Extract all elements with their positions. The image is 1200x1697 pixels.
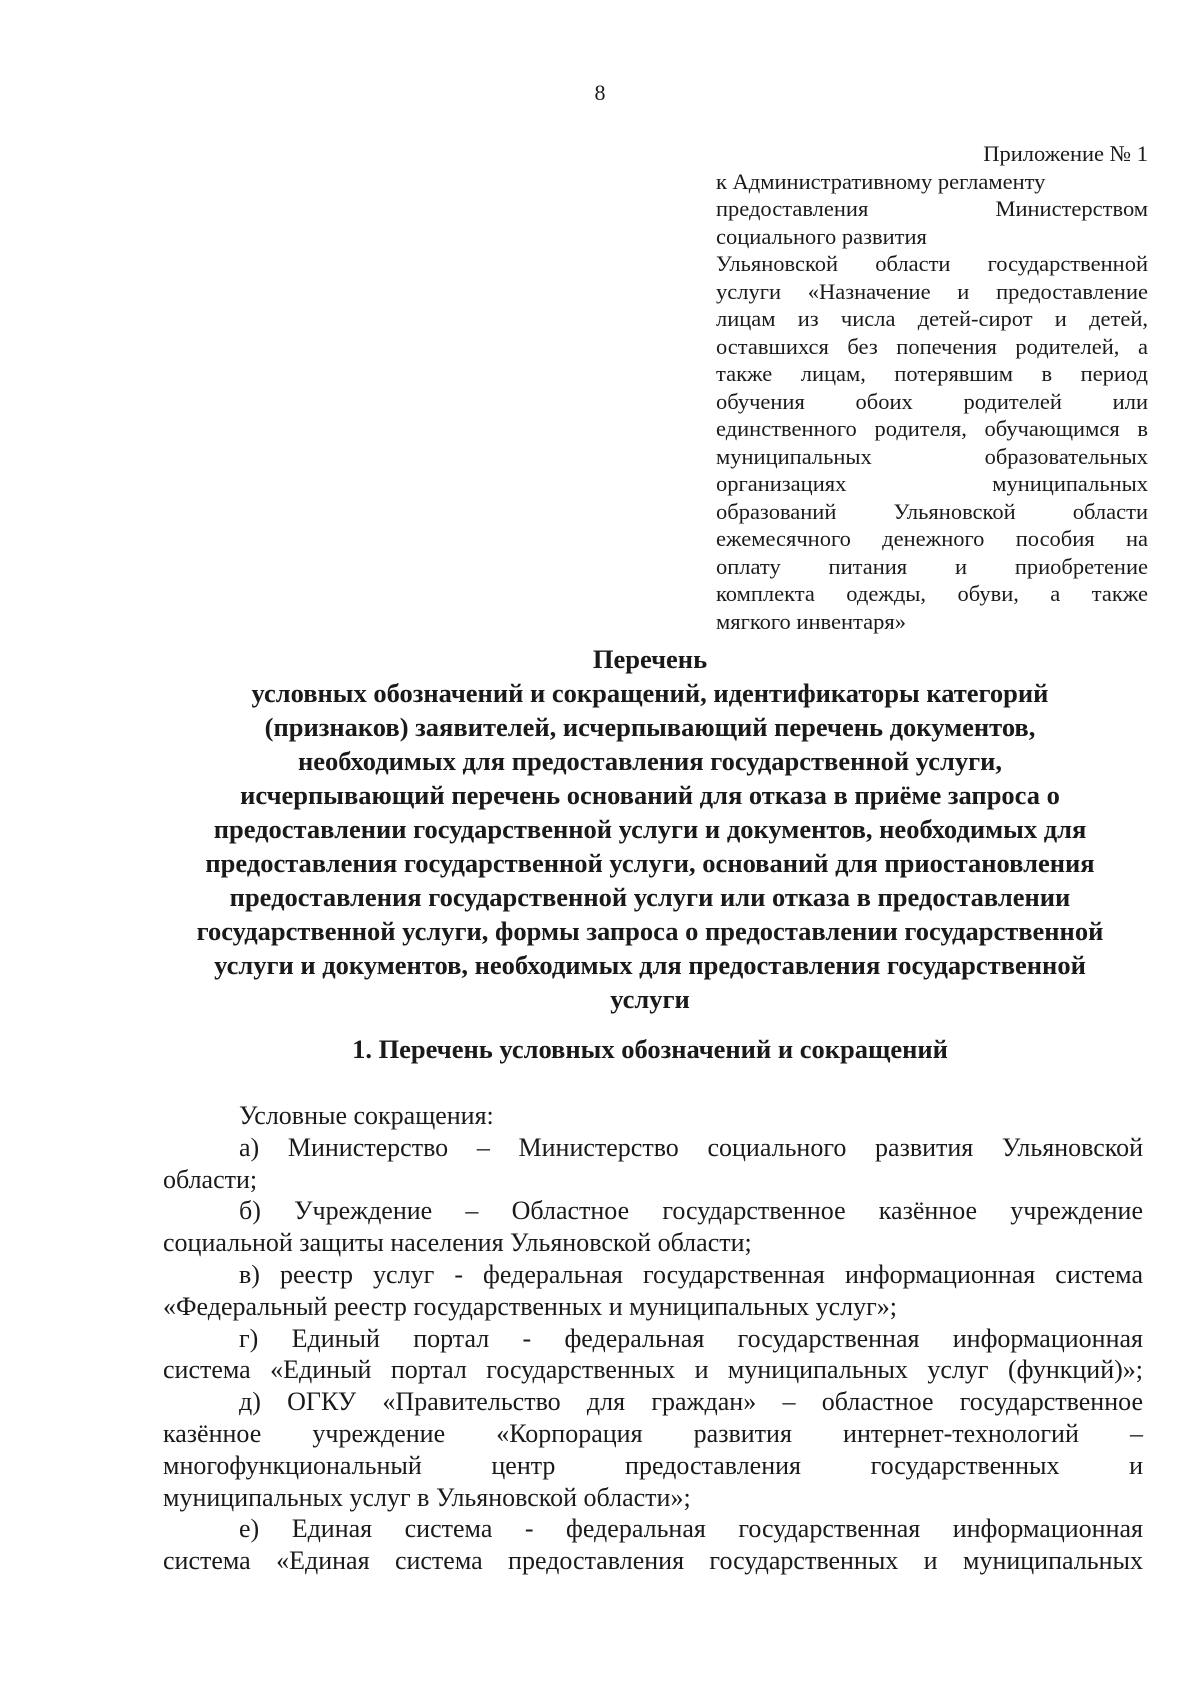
body-line: социальной защиты населения Ульяновской области; [163, 1228, 752, 1258]
document-title-line: услуги и документов, необходимых для предоставления государственной [214, 950, 1086, 980]
body-line: а) Министерство – Министерство социального развития Ульяновской [239, 1132, 1143, 1162]
document-title-line: необходимых для предоставления государственной услуги, [297, 746, 1003, 776]
document-title-line: услуги [610, 984, 690, 1014]
appendix-line: ежемесячного денежного пособия на [716, 526, 1148, 551]
appendix-line: лицам из числа детей-сирот и детей, [716, 306, 1148, 331]
appendix-line: Ульяновской области государственной [716, 251, 1148, 276]
document-title-line: предоставления государственной услуги, оснований для приостановления [205, 848, 1095, 878]
body-line: муниципальных услуг в Ульяновской области»; [163, 1482, 691, 1512]
document-title-line: исчерпывающий перечень оснований для отказа в приёме запроса о [240, 780, 1060, 810]
section-body [163, 1100, 1143, 1577]
document-title-line: государственной услуги, формы запроса о предоставлении государственной [196, 916, 1104, 946]
document-title-line: Перечень [592, 644, 708, 674]
appendix-line: комплекта одежды, обуви, а также [716, 581, 1148, 606]
appendix-line: социального развития [716, 223, 927, 249]
body-line: г) Единый портал - федеральная государственная информационная [239, 1323, 1143, 1353]
appendix-line: услуги «Назначение и предоставление [716, 278, 1148, 304]
body-line: е) Единая система - федеральная государственная информационная [239, 1514, 1143, 1544]
body-line: Условные сокращения: [239, 1101, 494, 1130]
document-title [150, 642, 1150, 1016]
page-number: 8 [594, 80, 606, 105]
body-line: многофункциональный центр предоставления государственных и [163, 1450, 1143, 1480]
body-line: система «Единая система предоставления государственных и муниципальных [163, 1546, 1143, 1576]
appendix-line: предоставления Министерством [716, 196, 1148, 221]
document-title-line: условных обозначений и сокращений, идентификаторы категорий [251, 678, 1049, 708]
body-line: «Федеральный реестр государственных и муниципальных услуг»; [163, 1291, 898, 1321]
appendix-line: к Административному регламенту [716, 168, 1046, 194]
body-line: д) ОГКУ «Правительство для граждан» – областное государственное [239, 1387, 1143, 1417]
body-line: казённое учреждение «Корпорация развития интернет-технологий – [163, 1418, 1143, 1448]
appendix-block [716, 140, 1148, 635]
appendix-line: образований Ульяновской области [716, 498, 1148, 524]
body-line: б) Учреждение – Областное государственное казённое учреждение [239, 1196, 1143, 1226]
appendix-line: мягкого инвентаря» [716, 608, 906, 634]
document-title-line: (признаков) заявителей, исчерпывающий перечень документов, [264, 712, 1036, 742]
appendix-line: единственного родителя, обучающимся в [716, 416, 1148, 441]
body-line: в) реестр услуг - федеральная государственная информационная система [239, 1259, 1143, 1289]
appendix-title: Приложение № 1 [983, 141, 1148, 166]
appendix-line: обучения обоих родителей или [716, 388, 1148, 414]
appendix-line: оплату питания и приобретение [716, 553, 1148, 579]
body-line: области; [163, 1164, 258, 1194]
section-heading: 1. Перечень условных обозначений и сокращений [352, 1034, 948, 1064]
appendix-line: оставшихся без попечения родителей, а [716, 333, 1148, 359]
appendix-line: муниципальных образовательных [716, 443, 1148, 469]
body-line: система «Единый портал государственных и муниципальных услуг (функций)»; [163, 1355, 1143, 1385]
document-title-line: предоставлении государственной услуги и документов, необходимых для [213, 814, 1087, 844]
appendix-line: также лицам, потерявшим в период [716, 361, 1148, 386]
document-title-line: предоставления государственной услуги или отказа в предоставлении [229, 882, 1071, 912]
appendix-line: организациях муниципальных [716, 471, 1148, 496]
